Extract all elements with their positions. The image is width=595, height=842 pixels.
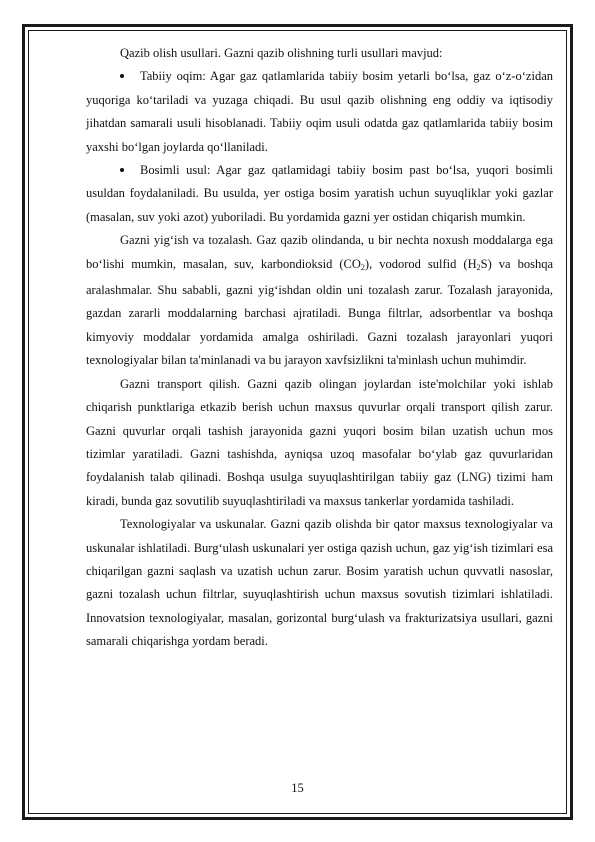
bullet-text: Tabiiy oqim: Agar gaz qatlamlarida tabiiy bosim yetarli bo‘lsa, gaz o‘z-o‘zidan yuqoriga ko‘tariladi va yuzaga chiqadi. Bu usul qazib olishning eng oddiy va iqtisodiy jihatdan samarali usuli hisoblanadi. Tabiiy oqim usuli odatda gaz qatlamlarida tabiiy bosim yaxshi bo‘lgan joylarda qo‘llaniladi. bbox=[86, 69, 553, 154]
bullet-text: Bosimli usul: Agar gaz qatlamidagi tabiiy bosim past bo‘lsa, yuqori bosimli usuldan foydalaniladi. Bu usulda, yer ostiga bosim yaratish uchun suyuqliklar yoki gazlar (masalan, suv yoki azot) yuboriladi. Bu yordamida gazni yer ostidan chiqarish mumkin. bbox=[86, 163, 553, 224]
text-segment: Gazni yig‘ish va tozalash. Gaz qazib olindanda, u bir nechta noxush moddalarga ega bo‘lishi mumkin, masalan, suv, karbondioksid (CO bbox=[86, 233, 553, 271]
bullet-icon bbox=[120, 74, 124, 78]
text-segment: S) va boshqa aralashmalar. Shu sababli, gazni yig‘ishdan oldin uni tozalash zarur. Tozalash jarayonida, gazdan zararli moddalarning barchasi ajratiladi. Bunga filtrlar, adsorbentlar va boshqa kimyoviy moddalar yordamida amalga oshiriladi. Gazni tozalash jarayonlari yuqori texnologiyalar bilan ta'minlanadi va bu jarayon xavfsizlikni ta'minlash uchun muhimdir. bbox=[86, 256, 554, 368]
paragraph-gas-transport: Gazni transport qilish. Gazni qazib olingan joylardan iste'molchilar yoki ishlab chiqarish punktlariga etkazib berish uchun maxsus quvurlar orqali transport qilish zarur. Gazni quvurlar orqali tashish jarayonida gazni yuqori bosim bilan uzatish uchun mos tizimlar yaratiladi. Gazni tashishda, ayniqsa uzoq masofalar bo‘ylab gaz quvurlaridan foydalanish talab qilinadi. Boshqa usulga suyuqlashtirilgan tabiiy gaz (LNG) tizimi ham kiradi, bunda gaz sovutilib suyuqlashtiriladi va maxsus tankerlar yordamida tashiladi. bbox=[86, 376, 553, 508]
subscript: 2 bbox=[360, 262, 365, 272]
bullet-item-natural-flow bbox=[86, 65, 553, 159]
bullet-item-pressure-method bbox=[86, 159, 553, 229]
text-segment: ), vodorod sulfid (H bbox=[364, 256, 477, 271]
paragraph-technologies: Texnologiyalar va uskunalar. Gazni qazib olishda bir qator maxsus texnologiyalar va uskunalar ishlatiladi. Burg‘ulash uskunalari yer ostiga qazish uchun, gaz yig‘ish tizimlari esa chiqarilgan gazni saqlash va uzatish uchun zarur. Bosim yaratish uchun quvvatli nasoslar, gazni tozalash uchun filtrlar, suyuqlashtirish uchun maxsus sovutish tizimlari ishlatiladi. Innovatsion texnologiyalar, masalan, gorizontal burg‘ulash va frakturizatsiya usullari, gazni samarali chiqarishga yordam beradi. bbox=[86, 517, 553, 649]
bullet-icon bbox=[120, 168, 124, 172]
page-number: 15 bbox=[291, 781, 304, 795]
document-body bbox=[86, 42, 553, 654]
paragraph-gas-cleaning bbox=[86, 229, 553, 372]
subscript: 2 bbox=[476, 262, 481, 272]
paragraph-intro: Qazib olish usullari. Gazni qazib olishning turli usullari mavjud: bbox=[120, 46, 443, 60]
